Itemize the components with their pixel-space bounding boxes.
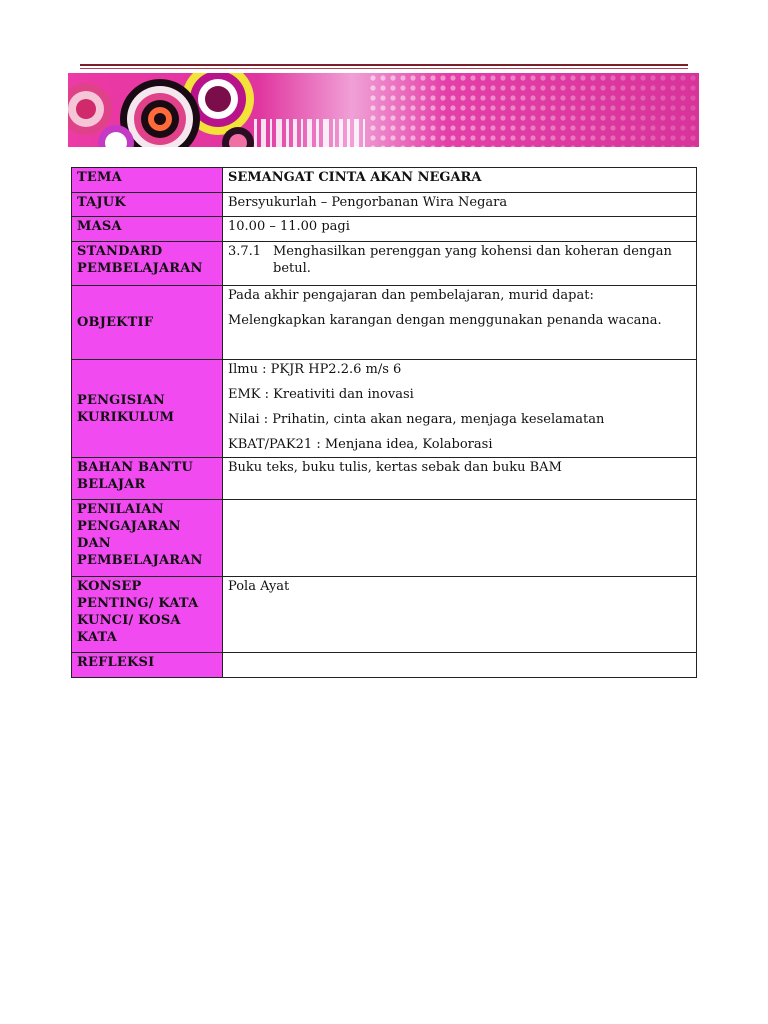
row-standard [72,242,697,286]
swirl-circles [68,73,254,147]
standard-code: 3.7.1 [228,244,262,259]
banner-graphic [68,73,699,147]
row-bahan [72,458,697,500]
label-objektif: OBJEKTIF [72,286,223,360]
label-pengisian-line2: KURIKULUM [77,409,175,425]
label-bahan-line2: BELAJAR [77,477,146,492]
row-tajuk [72,193,697,217]
label-penilaian-line3: DAN [77,536,111,551]
pengisian-nilai: Nilai : Prihatin, cinta akan negara, menjaga keselamatan [228,412,605,427]
row-masa [72,217,697,242]
label-konsep-line1: KONSEP [77,579,142,594]
label-bahan [72,458,223,500]
pengisian-emk: EMK : Kreativiti dan inovasi [228,387,414,402]
value-masa: 10.00 – 11.00 pagi [223,217,697,242]
label-penilaian [72,500,223,577]
pengisian-ilmu: Ilmu : PKJR HP2.2.6 m/s 6 [228,362,402,377]
objektif-line1: Pada akhir pengajaran dan pembelajaran, murid dapat: [228,288,594,303]
value-standard [223,242,697,286]
value-objektif [223,286,697,360]
value-tema: SEMANGAT CINTA AKAN NEGARA [223,168,697,193]
label-standard [72,242,223,286]
label-standard-line2: PEMBELAJARAN [77,261,203,276]
header-rule-top [80,64,688,66]
label-penilaian-line1: PENILAIAN [77,502,164,517]
label-pengisian-line1: PENGISIAN [77,392,165,408]
label-penilaian-line4: PEMBELAJARAN [77,553,203,568]
label-pengisian [72,360,223,458]
row-konsep [72,577,697,653]
row-refleksi [72,653,697,678]
value-bahan: Buku teks, buku tulis, kertas sebak dan buku BAM [223,458,697,500]
label-konsep-line2: PENTING/ KATA [77,596,199,611]
value-konsep: Pola Ayat [223,577,697,653]
label-konsep-line4: KATA [77,630,117,645]
value-refleksi [223,653,697,678]
value-penilaian [223,500,697,577]
label-tema: TEMA [72,168,223,193]
value-pengisian [223,360,697,458]
row-tema [72,168,697,193]
label-konsep [72,577,223,653]
label-masa: MASA [72,217,223,242]
label-penilaian-line2: PENGAJARAN [77,519,181,534]
objektif-line2: Melengkapkan karangan dengan menggunakan penanda wacana. [228,313,662,328]
label-bahan-line1: BAHAN BANTU [77,460,194,475]
label-konsep-line3: KUNCI/ KOSA [77,613,181,628]
stripes [254,119,365,147]
label-refleksi: REFLEKSI [72,653,223,678]
row-pengisian [72,360,697,458]
standard-text: Menghasilkan perenggan yang kohensi dan koheran dengan betul. [273,244,672,276]
decorative-banner [68,73,699,147]
header-rule-bottom [80,68,688,69]
label-tajuk: TAJUK [72,193,223,217]
value-tajuk: Bersyukurlah – Pengorbanan Wira Negara [223,193,697,217]
label-standard-line1: STANDARD [77,244,163,259]
lesson-plan-table [71,167,697,678]
row-objektif [72,286,697,360]
pengisian-kbat: KBAT/PAK21 : Menjana idea, Kolaborasi [228,437,493,452]
row-penilaian [72,500,697,577]
